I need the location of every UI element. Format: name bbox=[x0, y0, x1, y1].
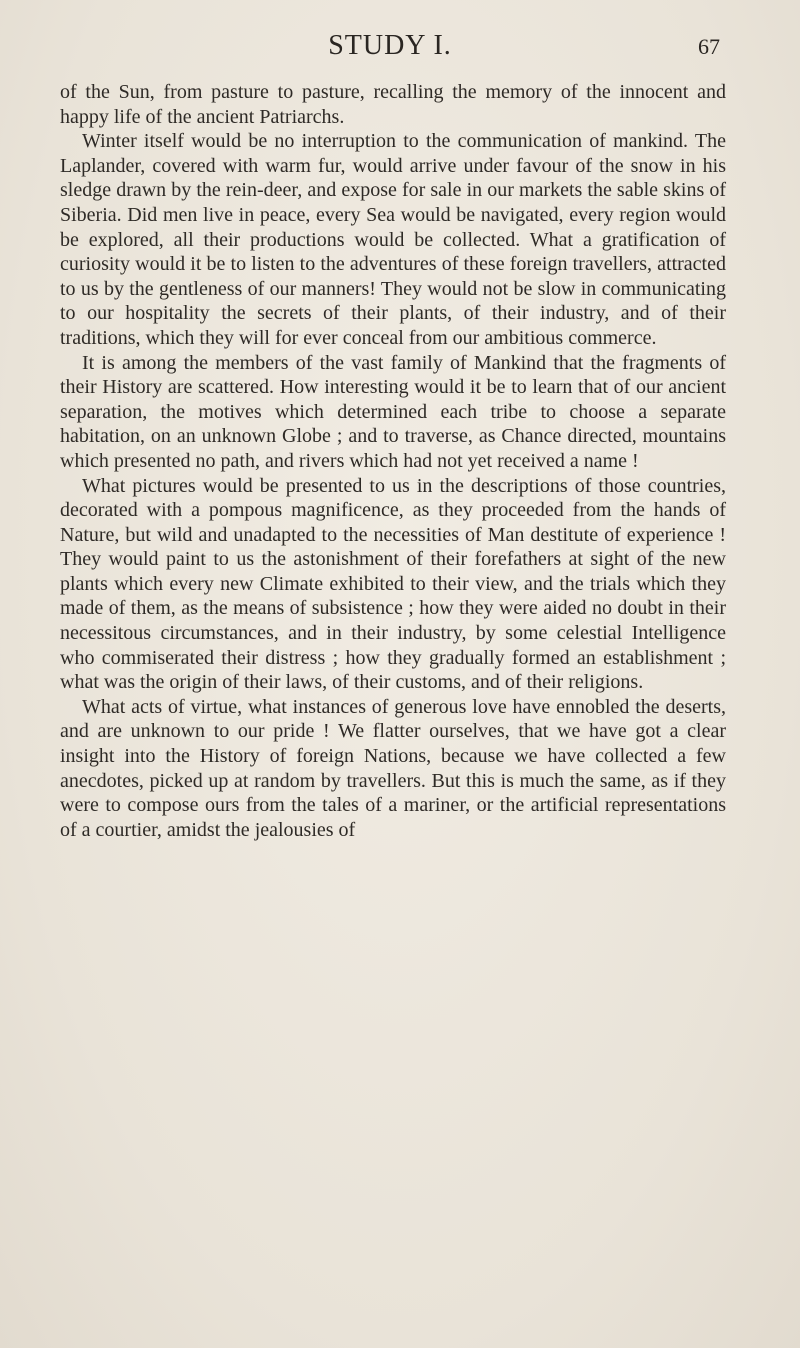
paragraph: of the Sun, from pasture to pasture, recalling the memory of the innocent and happy life of the ancient Patriarchs. bbox=[60, 81, 726, 128]
body-text bbox=[60, 80, 726, 842]
running-head: STUDY I. bbox=[328, 30, 452, 61]
page-header bbox=[60, 30, 720, 64]
page-number: 67 bbox=[698, 34, 720, 59]
paragraph: It is among the members of the vast family of Mankind that the fragments of their History are scattered. How interesting would it be to learn that of our ancient separation, the motives which determined each tribe to choose a separate habitation, on an unknown Globe ; and to traverse, as Chance directed, mountains which presented no path, and rivers which had not yet received a name ! bbox=[60, 351, 726, 472]
paragraph: Winter itself would be no interruption to the communication of mankind. The Laplander, covered with warm fur, would arrive under favour of the snow in his sledge drawn by the rein-deer, and expose for sale in our markets the sable skins of Siberia. Did men live in peace, every Sea would be navigated, every region would be explored, all their productions would be collected. What a gratification of curiosity would it be to listen to the adventures of these foreign travellers, attracted to us by the gentleness of our manners! They would not be slow in communicating to our hospitality the secrets of their plants, of their industry, and of their traditions, which they will for ever conceal from our ambitious commerce. bbox=[60, 130, 726, 349]
paragraph: What acts of virtue, what instances of generous love have ennobled the deserts, and are unknown to our pride ! We flatter ourselves, that we have got a clear insight into the History of foreign Nations, because we have collected a few anecdotes, picked up at random by travellers. But this is much the same, as if they were to compose ours from the tales of a mariner, or the artificial representations of a courtier, amidst the jealousies of bbox=[60, 695, 726, 841]
paragraph: What pictures would be presented to us in the descriptions of those countries, decorated with a pompous magnificence, as they proceeded from the hands of Nature, but wild and unadapted to the necessities of Man destitute of experience ! They would paint to us the astonishment of their forefathers at sight of the new plants which every new Climate exhibited to their view, and the trials which they made of them, as the means of subsistence ; how they were aided no doubt in their necessitous circumstances, and in their industry, by some celestial Intelligence who commiserated their distress ; how they gradually formed an establishment ; what was the origin of their laws, of their customs, and of their religions. bbox=[60, 474, 726, 694]
